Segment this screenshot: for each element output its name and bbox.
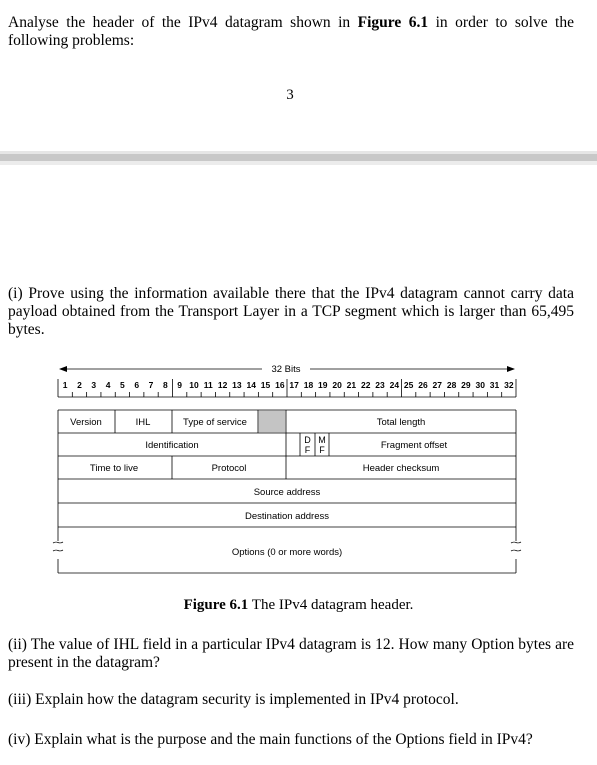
bit-number: 16 [275, 380, 285, 390]
field-options: Options (0 or more words) [231, 547, 343, 558]
flag-f1: F [304, 445, 311, 455]
question-4: (iv) Explain what is the purpose and the main functions of the Options field in IPv4? [8, 731, 533, 748]
question-3: (iii) Explain how the datagram security is implemented in IPv4 protocol. [8, 691, 459, 708]
left-break-mark [53, 542, 63, 551]
bit-number: 8 [162, 380, 168, 390]
intro-paragraph [8, 14, 574, 50]
field-identification: Identification [145, 440, 199, 451]
field-total-length: Total length [376, 417, 426, 428]
bit-number: 6 [134, 380, 140, 390]
bit-number: 11 [203, 380, 213, 390]
flag-d: D [304, 435, 311, 445]
bit-number: 24 [389, 380, 400, 390]
field-header-checksum: Header checksum [362, 463, 440, 474]
field-version: Version [70, 417, 102, 428]
bit-number: 27 [432, 380, 443, 390]
figure-reference: Figure 6.1 [357, 14, 429, 31]
field-protocol: Protocol [211, 463, 247, 474]
field-time-to-live: Time to live [89, 463, 139, 474]
bit-number: 2 [77, 380, 82, 390]
question-2: (ii) The value of IHL field in a particular IPv4 datagram is 12. How many Option bytes are present in the datagram? [8, 636, 574, 671]
question-1: (i) Prove using the information available there that the IPv4 datagram cannot carry data payload obtained from the Transport Layer in a TCP segment which is larger than 65,495 bytes. [8, 285, 574, 338]
right-break-mark [511, 542, 521, 551]
bit-number: 25 [403, 380, 414, 390]
figure-caption [0, 597, 597, 614]
bit-number: 30 [475, 380, 485, 390]
bit-number: 29 [461, 380, 471, 390]
bit-number: 1 [62, 380, 68, 390]
bit-number: 5 [120, 380, 125, 390]
field-source-address: Source address [253, 487, 321, 498]
bit-number: 32 [504, 380, 514, 390]
width-label: 32 Bits [271, 364, 301, 375]
bit-number: 20 [332, 380, 342, 390]
bit-number: 13 [232, 380, 242, 390]
bit-number: 23 [375, 380, 385, 390]
bit-number: 21 [346, 380, 357, 390]
bit-number: 18 [303, 380, 314, 390]
page-number: 3 [286, 87, 294, 103]
bit-number: 28 [446, 380, 457, 390]
reserved-field [258, 410, 285, 432]
bit-number: 22 [360, 380, 371, 390]
bit-number: 14 [246, 380, 256, 390]
flag-f2: F [319, 445, 325, 455]
bit-number: 3 [91, 380, 97, 390]
bit-number: 15 [260, 380, 271, 390]
page-separator [0, 151, 597, 165]
figure-caption-text: The IPv4 datagram header. [248, 597, 414, 613]
bit-number: 4 [105, 380, 111, 390]
bit-number: 26 [418, 380, 428, 390]
bit-number: 7 [148, 380, 154, 390]
intro-prefix: Analyse the header of the IPv4 datagram shown in [8, 14, 358, 31]
bit-number: 19 [318, 380, 328, 390]
field-fragment-offset: Fragment offset [380, 440, 448, 451]
intro-suffix: in order to solve the following problems: [8, 14, 574, 49]
ipv4-header-diagram [0, 355, 597, 590]
bit-number: 9 [177, 380, 183, 390]
bit-number: 10 [189, 380, 199, 390]
field-destination-address: Destination address [245, 511, 329, 522]
bit-number: 12 [217, 380, 228, 390]
field-type-of-service: Type of service [183, 417, 247, 428]
field-ihl: IHL [135, 417, 151, 428]
figure-caption-label: Figure 6.1 [183, 597, 249, 613]
flag-m: M [318, 435, 326, 445]
bit-ruler [58, 379, 516, 397]
bit-number: 17 [289, 380, 299, 390]
bit-number: 31 [489, 380, 500, 390]
